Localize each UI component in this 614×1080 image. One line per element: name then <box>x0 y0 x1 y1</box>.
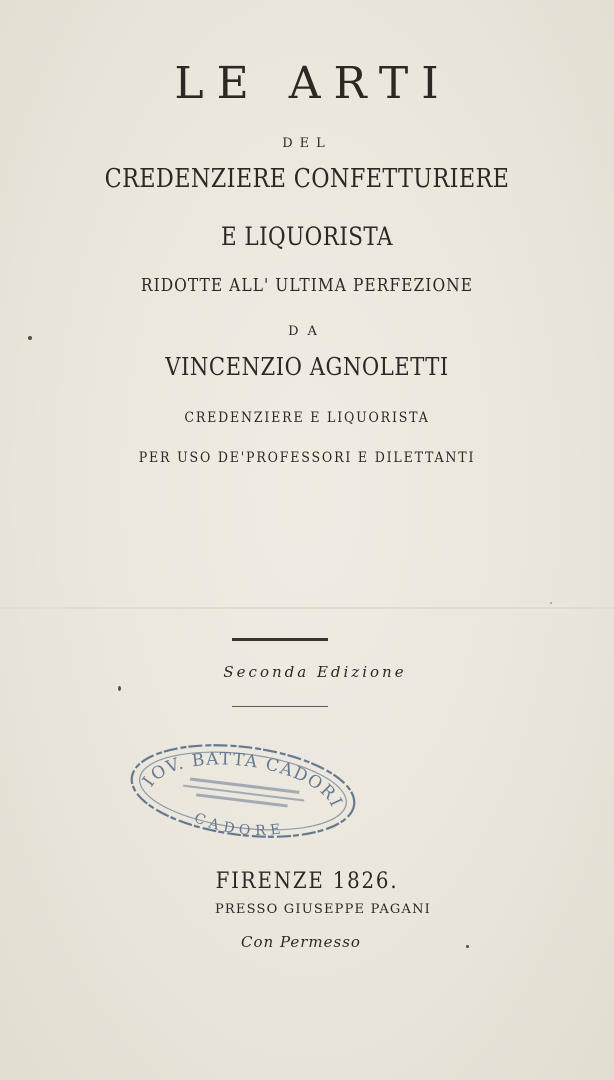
svg-text:GIOV. BATTA CADORIN <box>127 740 354 814</box>
author-preposition: DA <box>288 324 326 339</box>
author-role: CREDENZIERE E LIQUORISTA <box>184 410 430 426</box>
imprint-printer: PRESSO GIUSEPPE PAGANI <box>214 902 431 917</box>
paper-speck <box>550 602 552 604</box>
bottom-edition-rule <box>232 706 328 707</box>
paper-speck <box>118 686 121 691</box>
imprint-city-year: FIRENZE 1826. <box>215 869 399 894</box>
subtitle-line-2: E LIQUORISTA <box>221 222 393 251</box>
paper-fold-crease <box>0 607 614 609</box>
subtitle-line-3: RIDOTTE ALL' ULTIMA PERFEZIONE <box>140 275 474 296</box>
paper-speck <box>28 336 32 340</box>
stamp-text-bottom: CADORE <box>191 810 287 840</box>
title-preposition: DEL <box>282 136 332 151</box>
svg-text:CADORE <box>191 810 288 842</box>
audience-line: PER USO DE'PROFESSORI E DILETTANTI <box>138 450 476 466</box>
ownership-stamp-icon <box>127 740 359 842</box>
subtitle-line-1: CREDENZIERE CONFETTURIERE <box>104 164 510 194</box>
author-name: VINCENZIO AGNOLETTI <box>165 353 449 381</box>
book-title: LE ARTI <box>174 58 452 109</box>
stamp-text-top: GIOV. BATTA CADORIN <box>138 749 347 812</box>
imprint-permission: Con Permesso <box>241 933 361 951</box>
top-edition-rule <box>232 638 328 641</box>
edition-label: Seconda Edizione <box>223 663 407 681</box>
paper-speck <box>466 945 469 948</box>
